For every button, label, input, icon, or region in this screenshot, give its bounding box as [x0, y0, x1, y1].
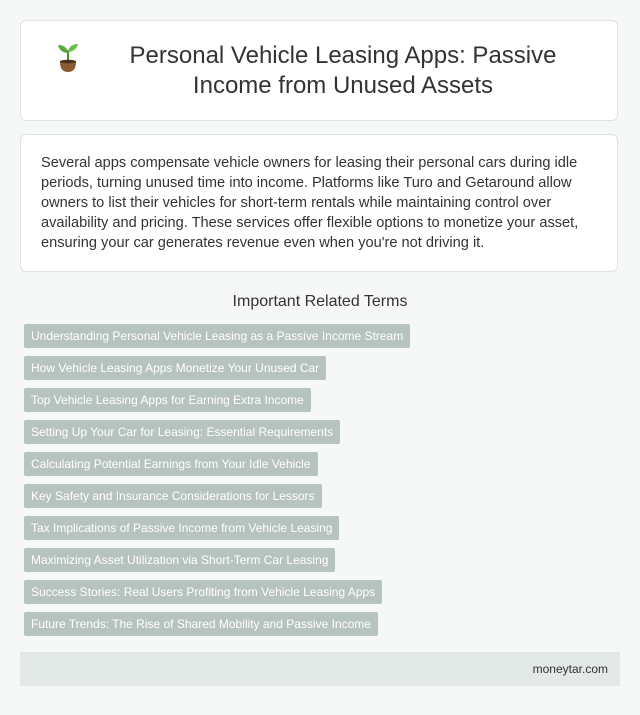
intro-paragraph: Several apps compensate vehicle owners for leasing their personal cars during idle periods, turning unused time into income. Platforms like Turo and Getaround allow owners to list their vehicles for short-term rentals while maintaining control over availability and pricing. These services offer flexible options to monetize your asset, ensuring your car generates revenue even when you're not driving it. [41, 155, 579, 251]
intro-card [20, 134, 618, 272]
sprout-icon [51, 41, 85, 75]
related-term-tag[interactable]: Tax Implications of Passive Income from Vehicle Leasing [24, 516, 339, 540]
related-term-tag[interactable]: Future Trends: The Rise of Shared Mobility and Passive Income [24, 612, 378, 636]
page-title: Personal Vehicle Leasing Apps: Passive Income from Unused Assets [129, 41, 557, 99]
related-terms-list [24, 324, 614, 644]
footer [20, 652, 620, 686]
related-term-tag[interactable]: Maximizing Asset Utilization via Short-Term Car Leasing [24, 548, 335, 572]
related-term-tag[interactable]: Calculating Potential Earnings from Your Idle Vehicle [24, 452, 318, 476]
related-term-tag[interactable]: Top Vehicle Leasing Apps for Earning Extra Income [24, 388, 311, 412]
title-card [20, 20, 618, 121]
footer-site-link[interactable]: moneytar.com [532, 662, 608, 676]
related-term-tag[interactable]: Setting Up Your Car for Leasing: Essential Requirements [24, 420, 340, 444]
related-terms-heading: Important Related Terms [232, 293, 408, 310]
related-term-tag[interactable]: How Vehicle Leasing Apps Monetize Your Unused Car [24, 356, 326, 380]
related-term-tag[interactable]: Key Safety and Insurance Considerations for Lessors [24, 484, 322, 508]
related-term-tag[interactable]: Understanding Personal Vehicle Leasing as a Passive Income Stream [24, 324, 410, 348]
related-term-tag[interactable]: Success Stories: Real Users Profiting from Vehicle Leasing Apps [24, 580, 382, 604]
title-row [21, 41, 617, 101]
